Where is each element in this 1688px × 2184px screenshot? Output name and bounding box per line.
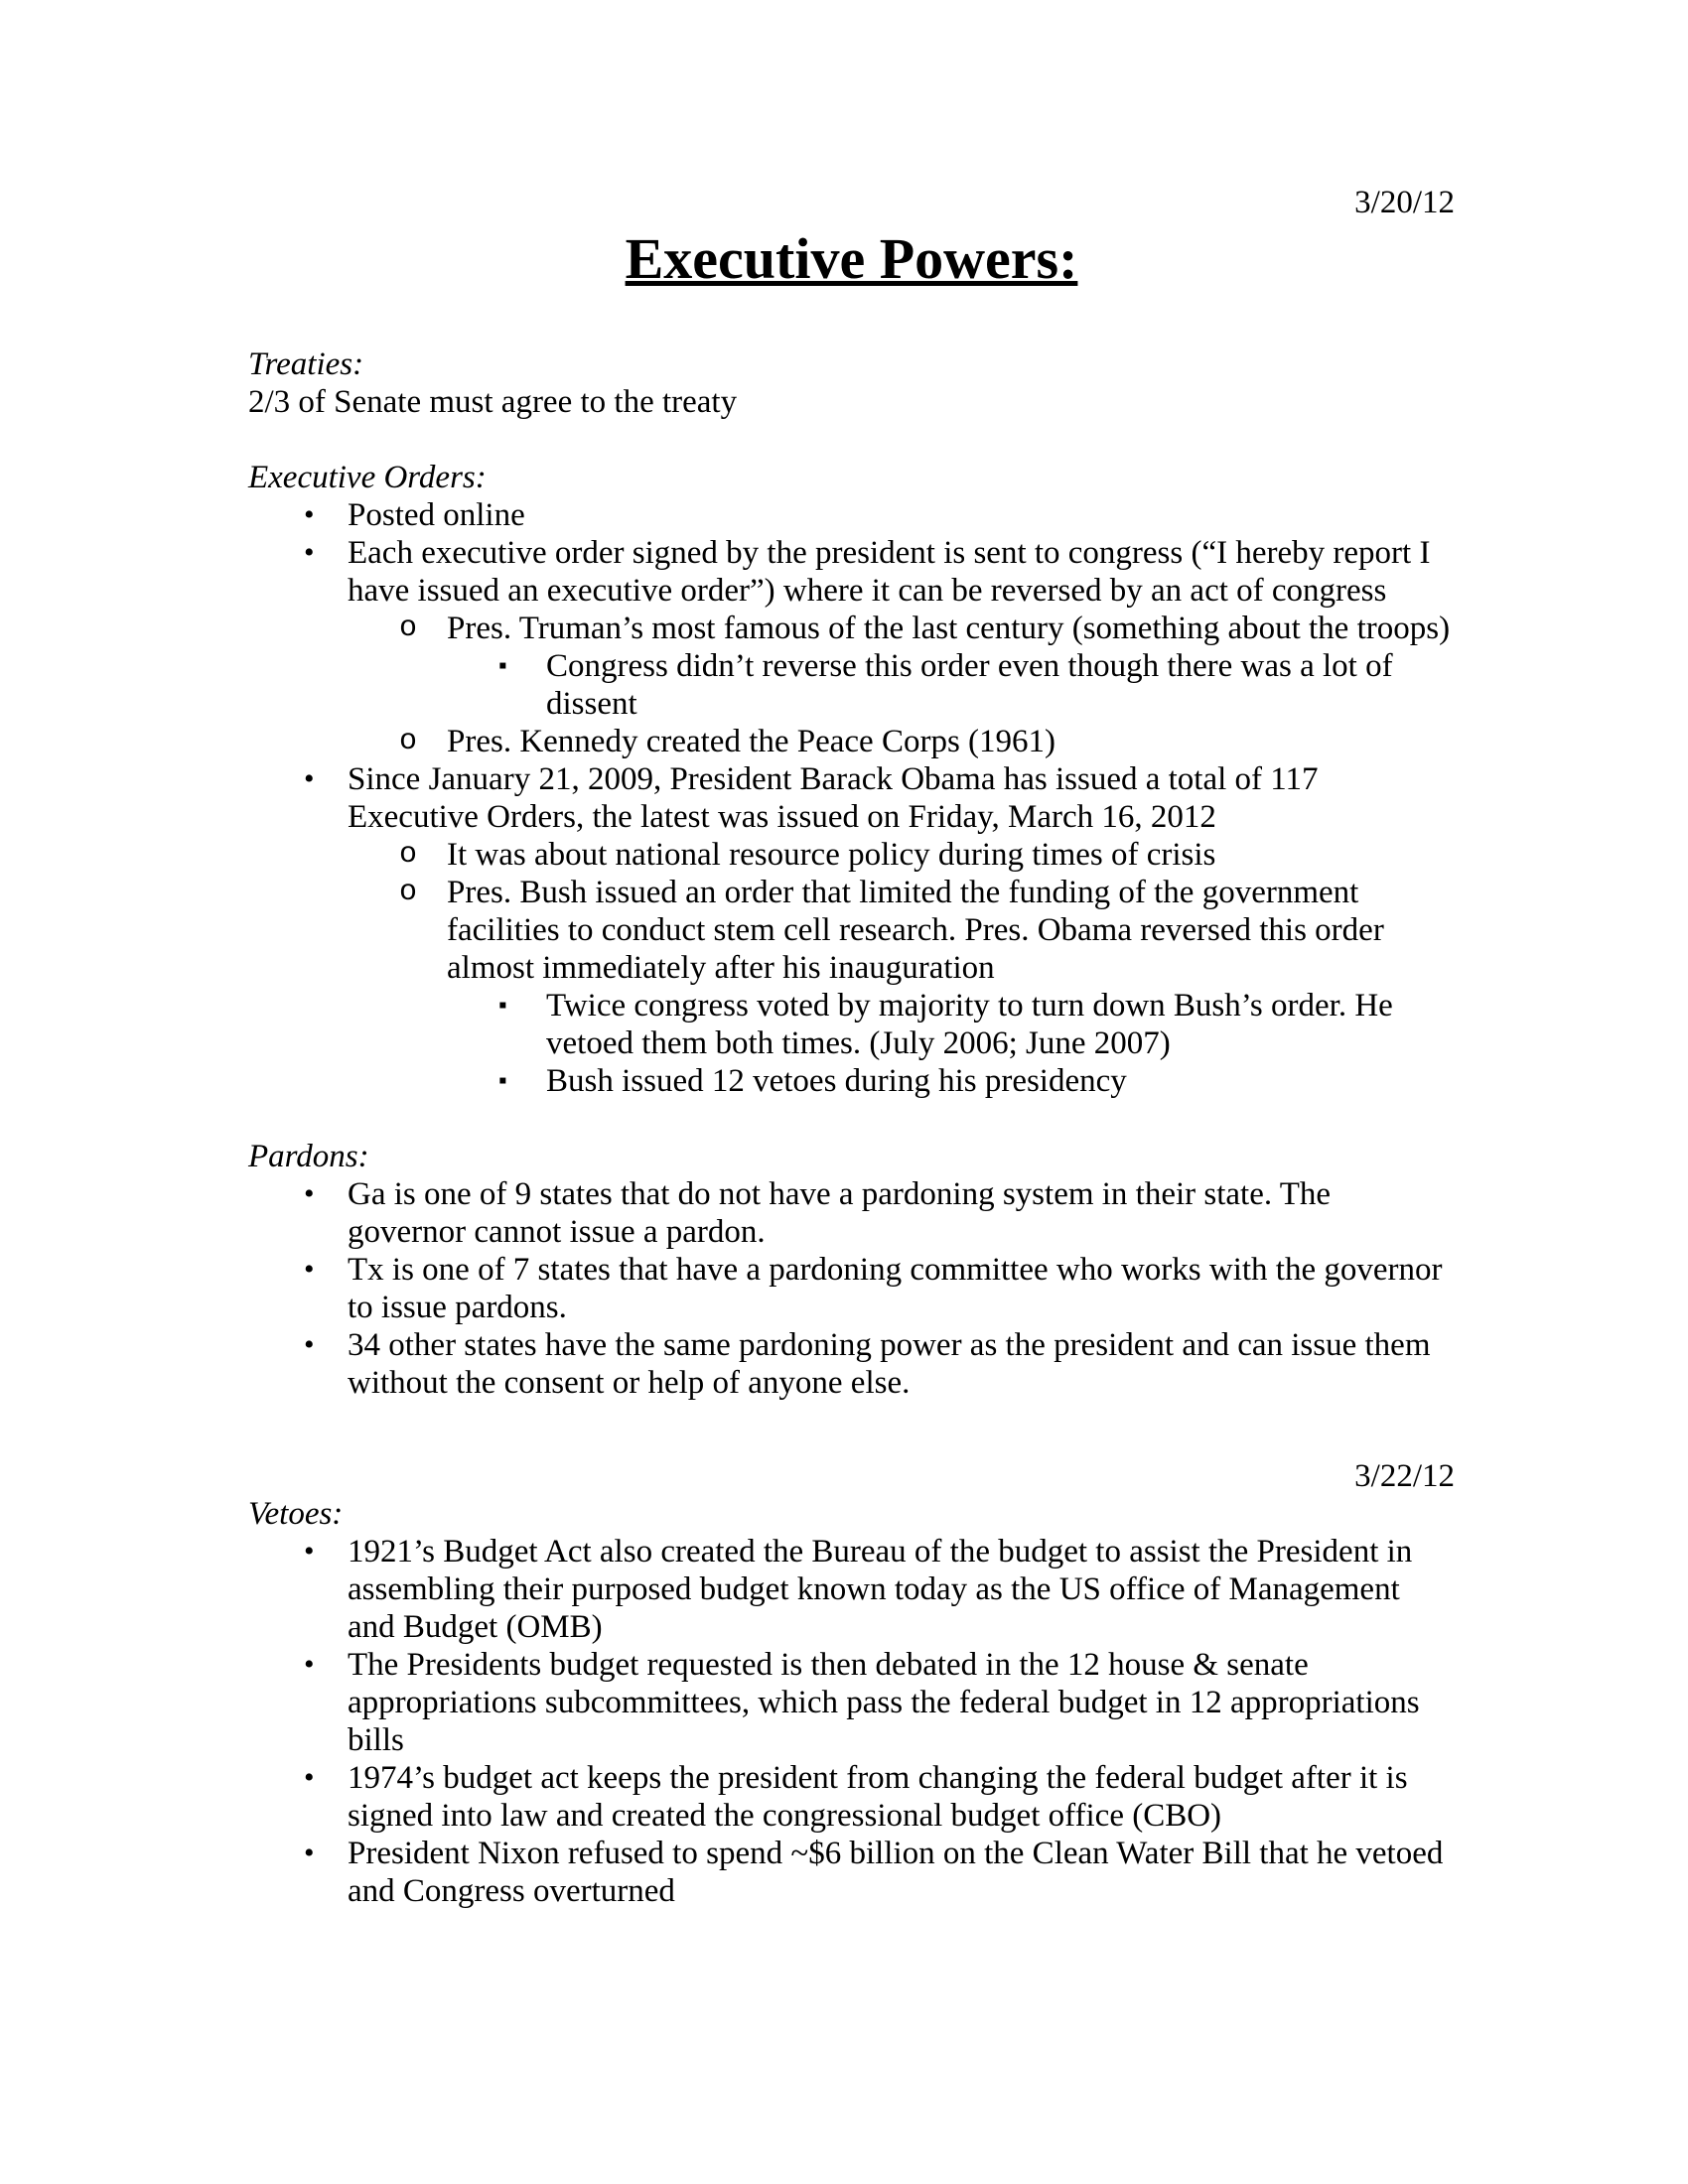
list-item [248, 1533, 1455, 1646]
list-item [248, 647, 1455, 723]
list-item-text: Ga is one of 9 states that do not have a pardoning system in their state. The governor cannot issue a pardon. [348, 1176, 1332, 1250]
list-item [248, 1646, 1455, 1759]
bullet-disc-icon: • [304, 1535, 315, 1568]
list-item-text: It was about national resource policy during times of crisis [447, 837, 1216, 873]
page-title: Executive Powers: [625, 226, 1078, 291]
section-heading-executive-orders: Executive Orders: [248, 460, 487, 495]
bullet-disc-icon: • [304, 762, 315, 795]
section-pardons [248, 1138, 1455, 1402]
list-item-text: Pres. Kennedy created the Peace Corps (1961) [447, 724, 1056, 759]
date-top: 3/20/12 [1354, 185, 1455, 220]
section-heading-pardons: Pardons: [248, 1139, 369, 1174]
spacer [248, 1402, 1455, 1439]
list-item [248, 610, 1455, 647]
section-vetoes [248, 1495, 1455, 1910]
list-item [248, 496, 1455, 534]
list-item-text: Tx is one of 7 states that have a pardoning committee who works with the governor to issue pardons. [348, 1252, 1443, 1325]
list-item [248, 760, 1455, 836]
bullet-circle-icon: o [399, 612, 418, 645]
bullet-list-executive-orders [248, 496, 1455, 1100]
bullet-disc-icon: • [304, 1837, 315, 1869]
bullet-circle-icon: o [399, 725, 418, 758]
list-item-text: Posted online [348, 497, 525, 533]
list-item-text: President Nixon refused to spend ~$6 billion on the Clean Water Bill that he vetoed and Congress overturned [348, 1836, 1444, 1909]
bullet-list-vetoes [248, 1533, 1455, 1910]
list-item [248, 836, 1455, 874]
list-item [248, 987, 1455, 1062]
list-item [248, 1175, 1455, 1251]
bullet-square-icon: ▪ [498, 1068, 507, 1094]
bullet-disc-icon: • [304, 536, 315, 569]
list-item [248, 874, 1455, 987]
bullet-square-icon: ▪ [498, 653, 507, 679]
section-heading-treaties: Treaties: [248, 346, 364, 382]
section-treaties [248, 345, 1455, 421]
list-item-text: Congress didn’t reverse this order even though there was a lot of dissent [546, 648, 1393, 722]
list-item-text: Bush issued 12 vetoes during his presidency [546, 1063, 1127, 1099]
bullet-disc-icon: • [304, 1761, 315, 1794]
bullet-list-pardons [248, 1175, 1455, 1402]
list-item [248, 723, 1455, 760]
section-heading-vetoes: Vetoes: [248, 1496, 344, 1532]
list-item-text: 1921’s Budget Act also created the Bureau of the budget to assist the President in assembling their purposed budget known today as the US office of Management and Budget (OMB) [348, 1534, 1413, 1645]
bullet-disc-icon: • [304, 1328, 315, 1361]
list-item [248, 1759, 1455, 1835]
list-item-text: Since January 21, 2009, President Barack Obama has issued a total of 117 Executive Orders, the latest was issued on Friday, March 16, 2012 [348, 761, 1319, 835]
list-item [248, 1835, 1455, 1910]
list-item [248, 1326, 1455, 1402]
list-item-text: 34 other states have the same pardoning power as the president and can issue them without the consent or help of anyone else. [348, 1327, 1431, 1401]
bullet-square-icon: ▪ [498, 993, 507, 1019]
bullet-disc-icon: • [304, 498, 315, 531]
bullet-disc-icon: • [304, 1648, 315, 1681]
bullet-disc-icon: • [304, 1253, 315, 1286]
bullet-circle-icon: o [399, 876, 418, 909]
list-item-text: 1974’s budget act keeps the president from changing the federal budget after it is signed into law and created the congressional budget office (CBO) [348, 1760, 1408, 1834]
list-item-text: Each executive order signed by the president is sent to congress (“I hereby report I have issued an executive order”) where it can be reversed by an act of congress [348, 535, 1431, 609]
list-item [248, 1062, 1455, 1100]
list-item-text: Pres. Truman’s most famous of the last century (something about the troops) [447, 611, 1451, 646]
list-item-text: Twice congress voted by majority to turn down Bush’s order. He vetoed them both times. (July 2006; June 2007) [546, 988, 1393, 1061]
list-item [248, 1251, 1455, 1326]
list-item [248, 534, 1455, 610]
list-item-text: The Presidents budget requested is then debated in the 12 house & senate appropriations subcommittees, which pass the federal budget in 12 appropriations bills [348, 1647, 1420, 1758]
section-executive-orders [248, 459, 1455, 1100]
paragraph-treaties: 2/3 of Senate must agree to the treaty [248, 384, 738, 420]
bullet-disc-icon: • [304, 1177, 315, 1210]
date-second: 3/22/12 [1354, 1458, 1455, 1494]
bullet-circle-icon: o [399, 838, 418, 872]
list-item-text: Pres. Bush issued an order that limited the funding of the government facilities to conduct stem cell research. Pres. Obama reversed this order almost immediately after his inauguration [447, 875, 1384, 986]
